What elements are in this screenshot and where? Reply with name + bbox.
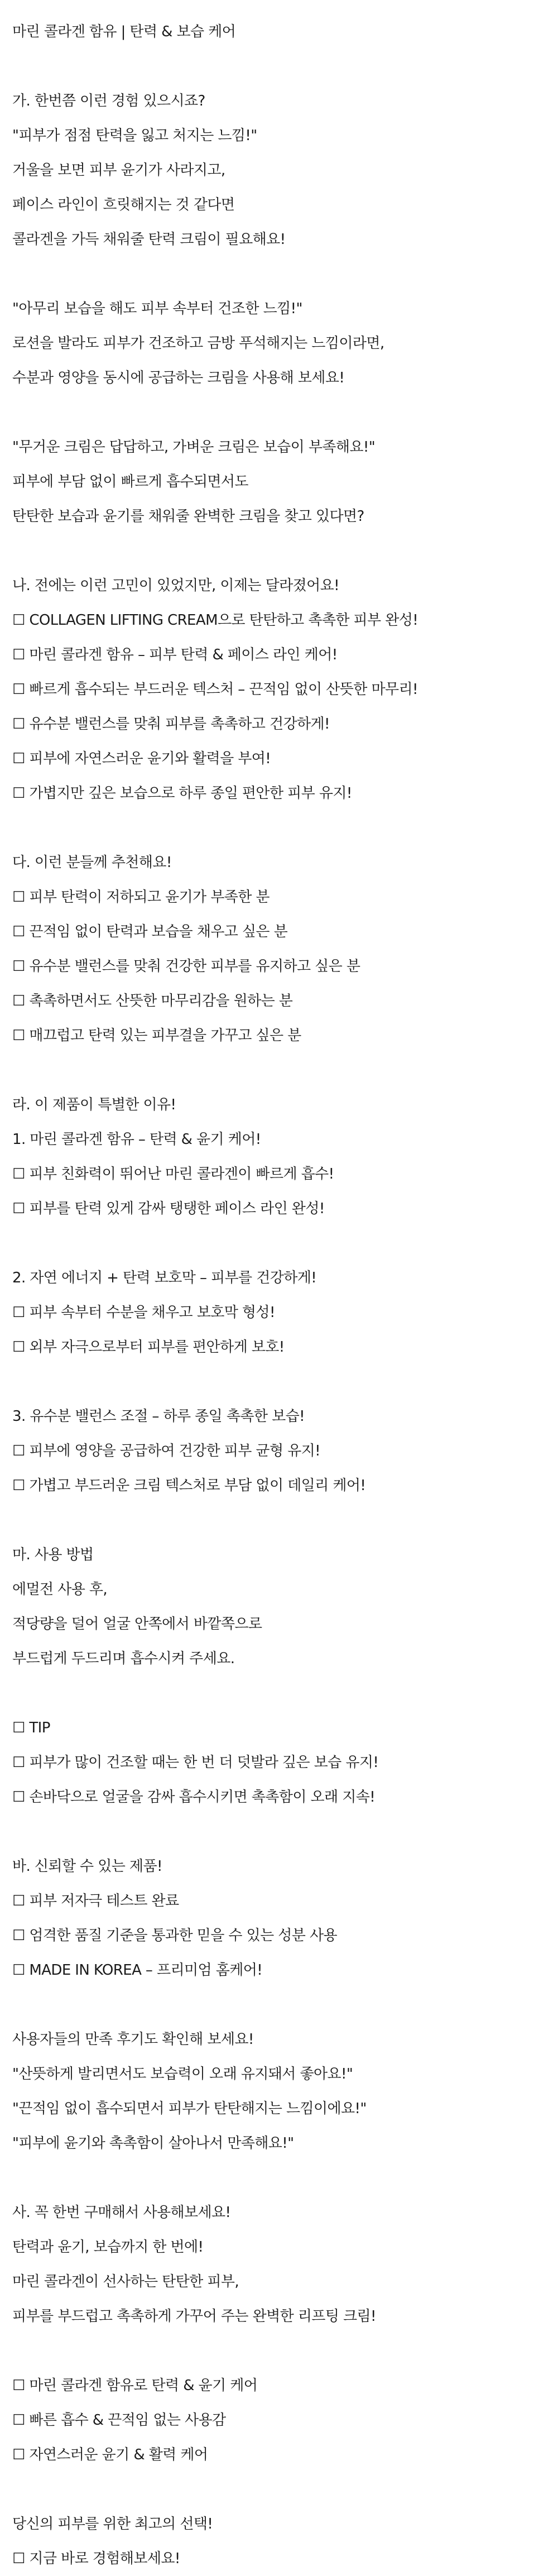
text-line: "아무리 보습을 해도 피부 속부터 건조한 느낌!" bbox=[12, 300, 302, 317]
text-line: ☐ 끈적임 없이 탄력과 보습을 채우고 싶은 분 bbox=[12, 923, 288, 940]
text-line: 당신의 피부를 위한 최고의 선택! bbox=[12, 2516, 213, 2532]
text-line: "무거운 크림은 답답하고, 가벼운 크림은 보습이 부족해요!" bbox=[12, 439, 376, 456]
text-line: ☐ 피부에 영양을 공급하여 건강한 피부 균형 유지! bbox=[12, 1443, 320, 1459]
text-line: "피부가 점점 탄력을 잃고 처지는 느낌!" bbox=[12, 127, 257, 144]
text-line: ☐ 가볍지만 깊은 보습으로 하루 종일 편안한 피부 유지! bbox=[12, 785, 352, 802]
text-line: ☐ 유수분 밸런스를 맞춰 건강한 피부를 유지하고 싶은 분 bbox=[12, 958, 360, 975]
text-line: 로션을 발라도 피부가 건조하고 금방 푸석해지는 느낌이라면, bbox=[12, 335, 384, 352]
blank-line bbox=[12, 395, 558, 430]
text-line: ☐ COLLAGEN LIFTING CREAM으로 탄탄하고 촉촉한 피부 완성! bbox=[12, 612, 419, 629]
blank-line bbox=[12, 2334, 558, 2368]
text-line: 사용자들의 만족 후기도 확인해 보세요! bbox=[12, 2031, 254, 2048]
text-line: ☐ 지금 바로 경험해보세요! bbox=[12, 2550, 180, 2567]
blank-line bbox=[12, 1364, 558, 1399]
text-line: 피부에 부담 없이 빠르게 흡수되면서도 bbox=[12, 473, 248, 490]
document-title: 마린 콜라겐 함유 | 탄력 & 보습 케어 bbox=[12, 23, 236, 40]
text-line: 바. 신뢰할 수 있는 제품! bbox=[12, 1858, 162, 1875]
text-line: ☐ 피부에 자연스러운 윤기와 활력을 부여! bbox=[12, 750, 271, 767]
text-line: 2. 자연 에너지 + 탄력 보호막 – 피부를 건강하게! bbox=[12, 1270, 317, 1286]
text-line: 나. 전에는 이런 고민이 있었지만, 이제는 달라졌어요! bbox=[12, 577, 339, 594]
text-line: "끈적임 없이 흡수되면서 피부가 탄탄해지는 느낌이에요!" bbox=[12, 2100, 367, 2117]
text-line: 라. 이 제품이 특별한 이유! bbox=[12, 1097, 176, 1113]
text-line: 탄탄한 보습과 윤기를 채워줄 완벽한 크림을 찾고 있다면? bbox=[12, 508, 364, 525]
text-line: 가. 한번쯤 이런 경험 있으시죠? bbox=[12, 93, 205, 109]
blank-line bbox=[12, 1503, 558, 1538]
blank-line bbox=[12, 1988, 558, 2022]
text-line: ☐ 엄격한 품질 기준을 통과한 믿을 수 있는 성분 사용 bbox=[12, 1927, 338, 1944]
text-line: ☐ 가볍고 부드러운 크림 텍스처로 부담 없이 데일리 케어! bbox=[12, 1477, 366, 1494]
text-line: ☐ 유수분 밸런스를 맞춰 피부를 촉촉하고 건강하게! bbox=[12, 716, 330, 732]
blank-line bbox=[12, 1053, 558, 1088]
text-line: 3. 유수분 밸런스 조절 – 하루 종일 촉촉한 보습! bbox=[12, 1408, 305, 1425]
text-line: 마. 사용 방법 bbox=[12, 1546, 94, 1563]
text-line: 콜라겐을 가득 채워줄 탄력 크림이 필요해요! bbox=[12, 231, 286, 248]
text-line: ☐ 피부 탄력이 저하되고 윤기가 부족한 분 bbox=[12, 889, 270, 906]
text-line: 페이스 라인이 흐릿해지는 것 같다면 bbox=[12, 197, 235, 213]
text-line: ☐ 피부 속부터 수분을 채우고 보호막 형성! bbox=[12, 1304, 275, 1321]
text-line: 다. 이런 분들께 추천해요! bbox=[12, 854, 172, 871]
text-line: ☐ 매끄럽고 탄력 있는 피부결을 가꾸고 싶은 분 bbox=[12, 1027, 301, 1044]
blank-line bbox=[12, 1814, 558, 1849]
text-line: ☐ 피부 친화력이 뛰어난 마린 콜라겐이 빠르게 흡수! bbox=[12, 1166, 334, 1182]
text-line: ☐ 마린 콜라겐 함유로 탄력 & 윤기 케어 bbox=[12, 2377, 258, 2394]
text-line: 부드럽게 두드리며 흡수시켜 주세요. bbox=[12, 1650, 235, 1667]
text-line: ☐ 촉촉하면서도 산뜻한 마무리감을 원하는 분 bbox=[12, 993, 293, 1009]
text-line: "산뜻하게 발리면서도 보습력이 오래 유지돼서 좋아요!" bbox=[12, 2066, 353, 2082]
text-line: ☐ 피부가 많이 건조할 때는 한 번 더 덧발라 깊은 보습 유지! bbox=[12, 1754, 379, 1771]
text-line: ☐ 마린 콜라겐 함유 – 피부 탄력 & 페이스 라인 케어! bbox=[12, 647, 338, 663]
blank-line bbox=[12, 534, 558, 568]
blank-line bbox=[12, 2161, 558, 2195]
text-line: ☐ 외부 자극으로부터 피부를 편안하게 보호! bbox=[12, 1339, 285, 1356]
text-line: 마린 콜라겐이 선사하는 탄탄한 피부, bbox=[12, 2273, 239, 2290]
text-line: "피부에 윤기와 촉촉함이 살아나서 만족해요!" bbox=[12, 2135, 294, 2152]
blank-line bbox=[12, 257, 558, 291]
text-line: ☐ TIP bbox=[12, 1720, 50, 1736]
text-line: 탄력과 윤기, 보습까지 한 번에! bbox=[12, 2239, 204, 2256]
blank-line bbox=[12, 1226, 558, 1261]
blank-line bbox=[12, 2472, 558, 2507]
text-line: ☐ 손바닥으로 얼굴을 감싸 흡수시키면 촉촉함이 오래 지속! bbox=[12, 1789, 376, 1806]
text-line: 에멀전 사용 후, bbox=[12, 1581, 108, 1598]
text-line: ☐ 피부 저자극 테스트 완료 bbox=[12, 1893, 179, 1909]
text-line: ☐ MADE IN KOREA – 프리미엄 홈케어! bbox=[12, 1962, 263, 1979]
text-line: 피부를 부드럽고 촉촉하게 가꾸어 주는 완벽한 리프팅 크림! bbox=[12, 2308, 376, 2325]
text-line: 사. 꼭 한번 구매해서 사용해보세요! bbox=[12, 2204, 231, 2221]
text-line: ☐ 피부를 탄력 있게 감싸 탱탱한 페이스 라인 완성! bbox=[12, 1200, 325, 1217]
text-line: 적당량을 덜어 얼굴 안쪽에서 바깥쪽으로 bbox=[12, 1616, 262, 1632]
text-line: 1. 마린 콜라겐 함유 – 탄력 & 윤기 케어! bbox=[12, 1131, 261, 1148]
text-line: 거울을 보면 피부 윤기가 사라지고, bbox=[12, 162, 225, 179]
text-line: ☐ 자연스러운 윤기 & 활력 케어 bbox=[12, 2446, 208, 2463]
text-line: 수분과 영양을 동시에 공급하는 크림을 사용해 보세요! bbox=[12, 370, 345, 386]
text-line: ☐ 빠르게 흡수되는 부드러운 텍스처 – 끈적임 없이 산뜻한 마무리! bbox=[12, 681, 418, 698]
text-line: ☐ 빠른 흡수 & 끈적임 없는 사용감 bbox=[12, 2412, 226, 2429]
blank-line bbox=[12, 811, 558, 845]
blank-line bbox=[12, 1676, 558, 1711]
blank-line bbox=[12, 49, 558, 84]
